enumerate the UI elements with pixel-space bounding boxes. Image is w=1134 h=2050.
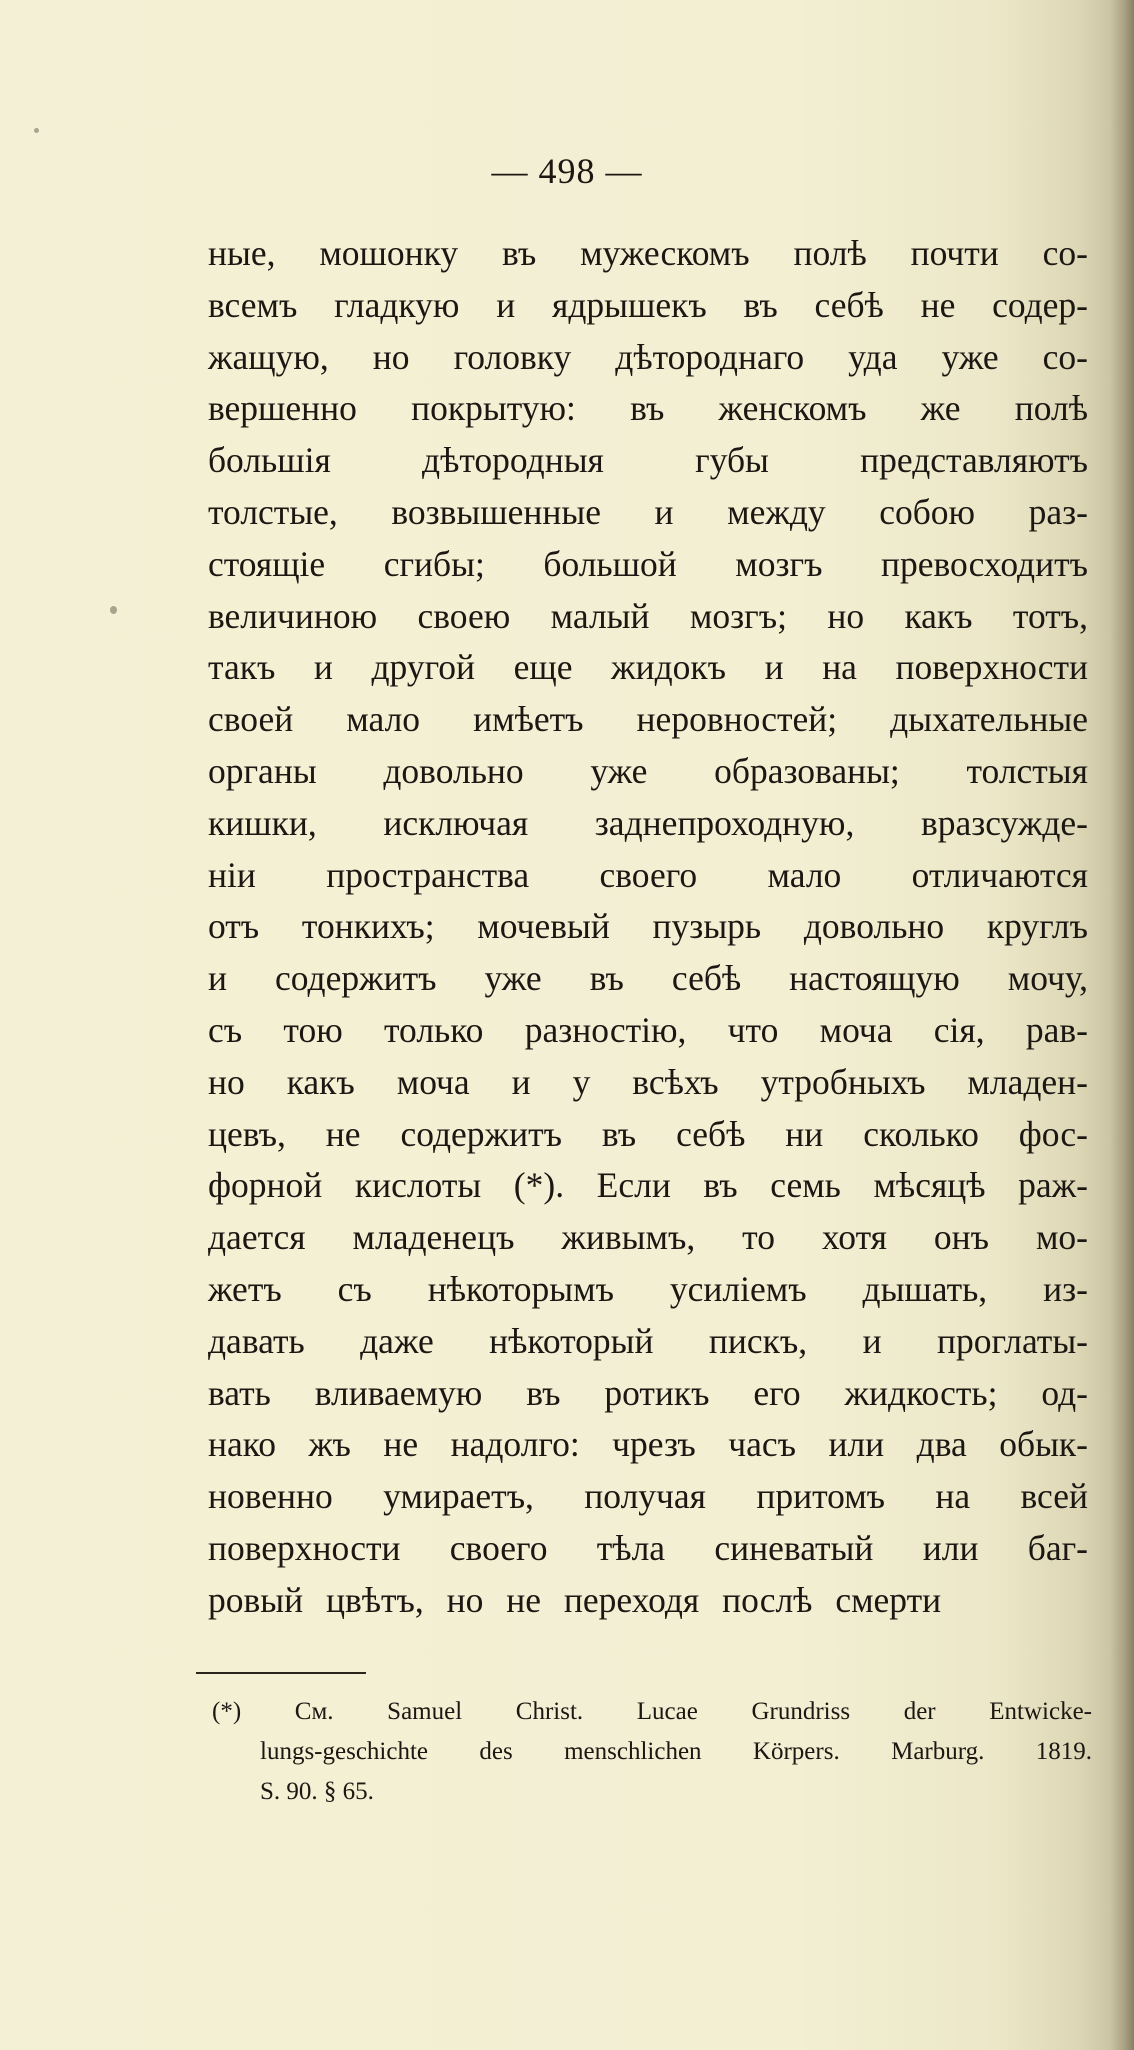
text-line: вать вливаемую въ ротикъ его жидкость; од- bbox=[208, 1372, 1088, 1413]
text-line: кишки, исключая заднепроходную, вразсужде- bbox=[208, 802, 1088, 843]
footnote-line: S. 90. § 65. bbox=[260, 1778, 374, 1805]
text-line: ніи пространства своего мало отличаются bbox=[208, 854, 1088, 895]
text-line: форной кислоты (*). Если въ семь мѣсяцѣ раж- bbox=[208, 1165, 1088, 1206]
body-text bbox=[208, 228, 1088, 1627]
text-line: величиною своею малый мозгъ; но какъ тотъ, bbox=[208, 595, 1088, 636]
text-line: жетъ съ нѣкоторымъ усиліемъ дышать, из- bbox=[208, 1268, 1088, 1309]
text-line: цевъ, не содержитъ въ себѣ ни сколько фос- bbox=[208, 1113, 1088, 1154]
footnote-line: (*) См. Samuel Christ. Lucae Grundriss der Entwicke- bbox=[212, 1698, 1092, 1725]
footnote bbox=[212, 1692, 1092, 1812]
text-line: ные, мошонку въ мужескомъ полѣ почти со- bbox=[208, 233, 1088, 273]
text-line: вершенно покрытую: въ женскомъ же полѣ bbox=[208, 388, 1088, 429]
text-line: органы довольно уже образованы; толстыя bbox=[208, 750, 1088, 791]
text-line: своей мало имѣетъ неровностей; дыхательные bbox=[208, 699, 1088, 740]
page-edge-shadow bbox=[1110, 0, 1134, 2050]
text-line: толстые, возвышенные и между собою раз- bbox=[208, 491, 1088, 532]
text-line: нако жъ не надолго: чрезъ часъ или два обык- bbox=[208, 1424, 1088, 1465]
text-line: дается младенецъ живымъ, то хотя онъ мо- bbox=[208, 1217, 1088, 1258]
paper-speck bbox=[34, 128, 39, 133]
paper-speck bbox=[110, 606, 117, 614]
text-line: отъ тонкихъ; мочевый пузырь довольно круглъ bbox=[208, 906, 1088, 947]
text-line: такъ и другой еще жидокъ и на поверхности bbox=[208, 647, 1088, 688]
footnote-line: lungs-geschichte des menschlichen Körpers. Marburg. 1819. bbox=[260, 1738, 1092, 1765]
text-line: давать даже нѣкоторый пискъ, и проглаты- bbox=[208, 1320, 1088, 1361]
text-line: большія дѣтородныя губы представляютъ bbox=[208, 440, 1088, 481]
text-line: всемъ гладкую и ядрышекъ въ себѣ не содер- bbox=[208, 284, 1088, 325]
text-line: новенно умираетъ, получая притомъ на всей bbox=[208, 1476, 1088, 1517]
text-line: и содержитъ уже въ себѣ настоящую мочу, bbox=[208, 958, 1088, 999]
text-line: съ тою только разностію, что моча сія, рав- bbox=[208, 1009, 1088, 1050]
text-line: жащую, но головку дѣтороднаго уда уже со- bbox=[208, 336, 1088, 377]
footnote-divider bbox=[196, 1672, 366, 1674]
page-number: — 498 — bbox=[491, 151, 643, 191]
text-line: поверхности своего тѣла синеватый или баг- bbox=[208, 1527, 1088, 1568]
text-line: стоящіе сгибы; большой мозгъ превосходитъ bbox=[208, 543, 1088, 584]
text-line: ровый цвѣтъ, но не переходя послѣ смерти bbox=[208, 1579, 942, 1620]
text-line: но какъ моча и у всѣхъ утробныхъ младен- bbox=[208, 1061, 1088, 1102]
